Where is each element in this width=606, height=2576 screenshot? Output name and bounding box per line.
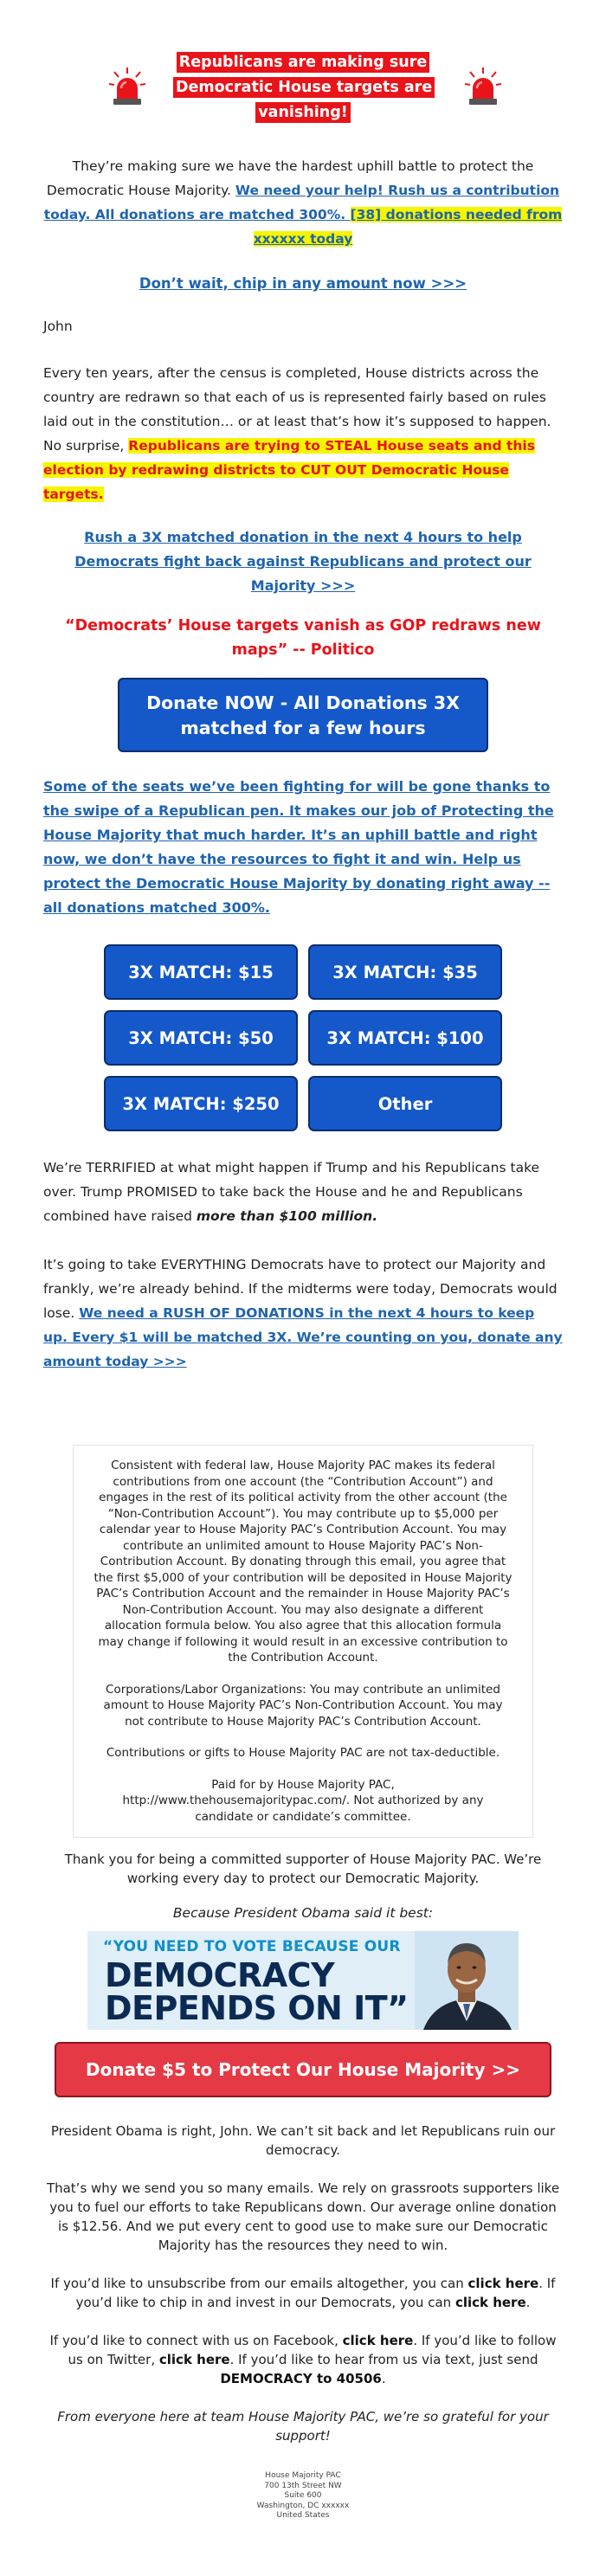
greeting: John bbox=[43, 319, 73, 334]
banner-quote-line: “YOU NEED TO VOTE BECAUSE OUR bbox=[103, 1938, 401, 1955]
chip-in-link[interactable]: Don’t wait, chip in any amount now >>> bbox=[139, 275, 467, 292]
match-50-button[interactable]: 3X MATCH: $50 bbox=[104, 1010, 298, 1066]
twitter-link[interactable]: click here bbox=[158, 2352, 230, 2367]
text-us-text: . If you’d like to hear from us via text, just send bbox=[229, 2352, 538, 2367]
match-button-grid bbox=[104, 944, 502, 1131]
intro-link-text: We need your help! Rush us a contribution today. All donations are matched 300%. bbox=[43, 183, 560, 222]
match-250-button[interactable]: 3X MATCH: $250 bbox=[104, 1076, 298, 1131]
thanks-text: Thank you for being a committed supporter of House Majority PAC. We’re working every day to protect our Democratic Majority. bbox=[64, 1852, 542, 1886]
address-street: 700 13th Street NW bbox=[264, 2481, 342, 2490]
emails-explainer-text: That’s why we send you so many emails. We rely on grassroots supporters like you to fuel our efforts to take Republicans down. Our average online donation is $12.56. And we put every cent to good use to make sure our Democratic Majority has the resources they need to win. bbox=[46, 2180, 560, 2253]
headline bbox=[173, 50, 433, 126]
steal-seats-highlight: Republicans are trying to STEAL House seats and this election by redrawing districts to CUT OUT Democratic House targets. bbox=[43, 438, 535, 502]
unsubscribe-text: If you’d like to unsubscribe from our emails altogether, you can bbox=[50, 2276, 464, 2291]
disclaimer-corporations: Corporations/Labor Organizations: You may contribute an unlimited amount to House Majority PAC’s Non-Contribution Account. You may not contribute to House Majority PAC’s Contribution Account. bbox=[103, 1682, 503, 1729]
disclaimer-contribution: Consistent with federal law, House Majority PAC makes its federal contributions from one account (the “Contribution Account”) and engages in the rest of its political activity from the other account (the “Non-Contribution Account”). You may contribute up to $5,000 per calendar year to House Majority PAC’s Contribution Account. You may contribute an unlimited amount to House Majority PAC’s Non-Contribution Account. By donating through this email, you agree that the first $5,000 of your contribution will be deposited in House Majority PAC’s Contribution Account and the remainder in House Majority PAC’s Non-Contribution Account. You may also designate a different allocation formula below. You also agree that this allocation formula may change if following it would result in an excessive contribution to the Contribution Account. bbox=[93, 1459, 513, 1665]
unsubscribe-end: . bbox=[525, 2295, 531, 2310]
everything-paragraph bbox=[43, 1253, 563, 1374]
banner-democracy: DEMOCRACY bbox=[105, 1956, 335, 1994]
facebook-link[interactable]: click here bbox=[342, 2333, 414, 2348]
email-body bbox=[0, 50, 606, 2521]
header bbox=[0, 50, 606, 154]
facebook-text: If you’d like to connect with us on Facebook, bbox=[49, 2333, 338, 2348]
connect-paragraph bbox=[43, 2331, 563, 2388]
rush-donation-link[interactable]: Rush a 3X matched donation in the next 4 hours to help Democrats fight back against Republicans and protect our Majority >>> bbox=[74, 529, 532, 594]
banner-depends: DEPENDS ON IT” bbox=[105, 1989, 409, 2027]
chip-in-here-link[interactable]: click here bbox=[455, 2295, 526, 2310]
obama-right-text: President Obama is right, John. We can’t sit back and let Republicans ruin our democracy. bbox=[50, 2123, 556, 2158]
authorization-line: http://www.thehousemajoritypac.com/. Not authorized by any candidate or candidate’s committee. bbox=[122, 1794, 484, 1824]
unsubscribe-paragraph bbox=[43, 2274, 563, 2312]
donate-5-button[interactable]: Donate $5 to Protect Our House Majority >> bbox=[55, 2042, 551, 2097]
politico-quote: “Democrats’ House targets vanish as GOP redraws new maps” -- Politico bbox=[65, 617, 541, 659]
intro-paragraph bbox=[43, 154, 563, 251]
chip-in-text: . If you’d like to chip in and invest in our Democrats, you can bbox=[75, 2276, 556, 2310]
terrified-paragraph bbox=[43, 1156, 563, 1228]
obama-quote-banner[interactable] bbox=[87, 1931, 519, 2030]
address-suite: Suite 600 bbox=[284, 2491, 322, 2500]
paid-for-line: Paid for by House Majority PAC, bbox=[211, 1777, 395, 1792]
terrified-text: We’re TERRIFIED at what might happen if Trump and his Republicans take over. Trump PROMISED to take back the House and he and Republicans combined have raised bbox=[43, 1160, 540, 1224]
census-text: Every ten years, after the census is completed, House districts across the country are redrawn so that each of us is represented fairly based on rules laid out in the constitution… or at least that’s how it’s supposed to happen. No surprise, bbox=[43, 365, 551, 454]
twitter-text: . If you’d like to follow us on Twitter, bbox=[68, 2333, 557, 2367]
grateful-text: From everyone here at team House Majority PAC, we’re so grateful for your support! bbox=[57, 2409, 549, 2444]
match-35-button[interactable]: 3X MATCH: $35 bbox=[308, 944, 502, 1000]
intro-text: They’re making sure we have the hardest uphill battle to protect the Democratic House Majority. bbox=[46, 158, 534, 198]
obama-portrait-image bbox=[415, 1931, 519, 2030]
address-city: Washington, DC xxxxxx bbox=[256, 2501, 350, 2510]
everything-text: It’s going to take EVERYTHING Democrats have to protect our Majority and frankly, we’re already behind. If the midterms were today, Democrats would lose. bbox=[43, 1257, 558, 1321]
banner-big-text bbox=[105, 1956, 409, 2027]
census-paragraph bbox=[43, 361, 563, 506]
address-org: House Majority PAC bbox=[265, 2471, 341, 2480]
disclaimer-tax: Contributions or gifts to House Majority PAC are not tax-deductible. bbox=[106, 1746, 500, 1760]
because-obama-text: Because President Obama said it best: bbox=[172, 1905, 434, 1921]
donate-now-button[interactable]: Donate NOW - All Donations 3X matched for a few hours bbox=[118, 678, 488, 752]
mailing-address bbox=[0, 2471, 606, 2521]
hundred-million-emphasis: more than $100 million. bbox=[196, 1208, 378, 1224]
match-100-button[interactable]: 3X MATCH: $100 bbox=[308, 1010, 502, 1066]
unsubscribe-link[interactable]: click here bbox=[467, 2276, 539, 2291]
connect-end: . bbox=[381, 2371, 386, 2386]
rush-of-donations-link[interactable]: We need a RUSH OF DONATIONS in the next 4 hours to keep up. Every $1 will be matched 3X. We’re counting on you, donate any amount today >>> bbox=[43, 1305, 563, 1369]
donations-needed-highlight: [38] donations needed from xxxxxx today bbox=[253, 207, 563, 247]
seats-donate-link[interactable]: Some of the seats we’ve been fighting for will be gone thanks to the swipe of a Republican pen. It makes our job of Protecting the House Majority that much harder. It’s an uphill battle and right now, we don’t have the resources to fight it and win. Help us protect the Democratic House Majority by donating right away -- all donations matched 300%. bbox=[43, 778, 554, 916]
siren-icon bbox=[463, 66, 503, 107]
legal-disclaimer bbox=[73, 1445, 533, 1838]
siren-icon bbox=[107, 66, 147, 107]
headline-text: Republicans are making sure Democratic House targets are vanishing! bbox=[173, 52, 435, 123]
address-country: United States bbox=[276, 2511, 330, 2520]
other-amount-button[interactable]: Other bbox=[308, 1076, 502, 1131]
disclaimer-paid-for bbox=[93, 1777, 513, 1826]
sms-keyword: DEMOCRACY to 40506 bbox=[220, 2371, 382, 2386]
match-15-button[interactable]: 3X MATCH: $15 bbox=[104, 944, 298, 1000]
